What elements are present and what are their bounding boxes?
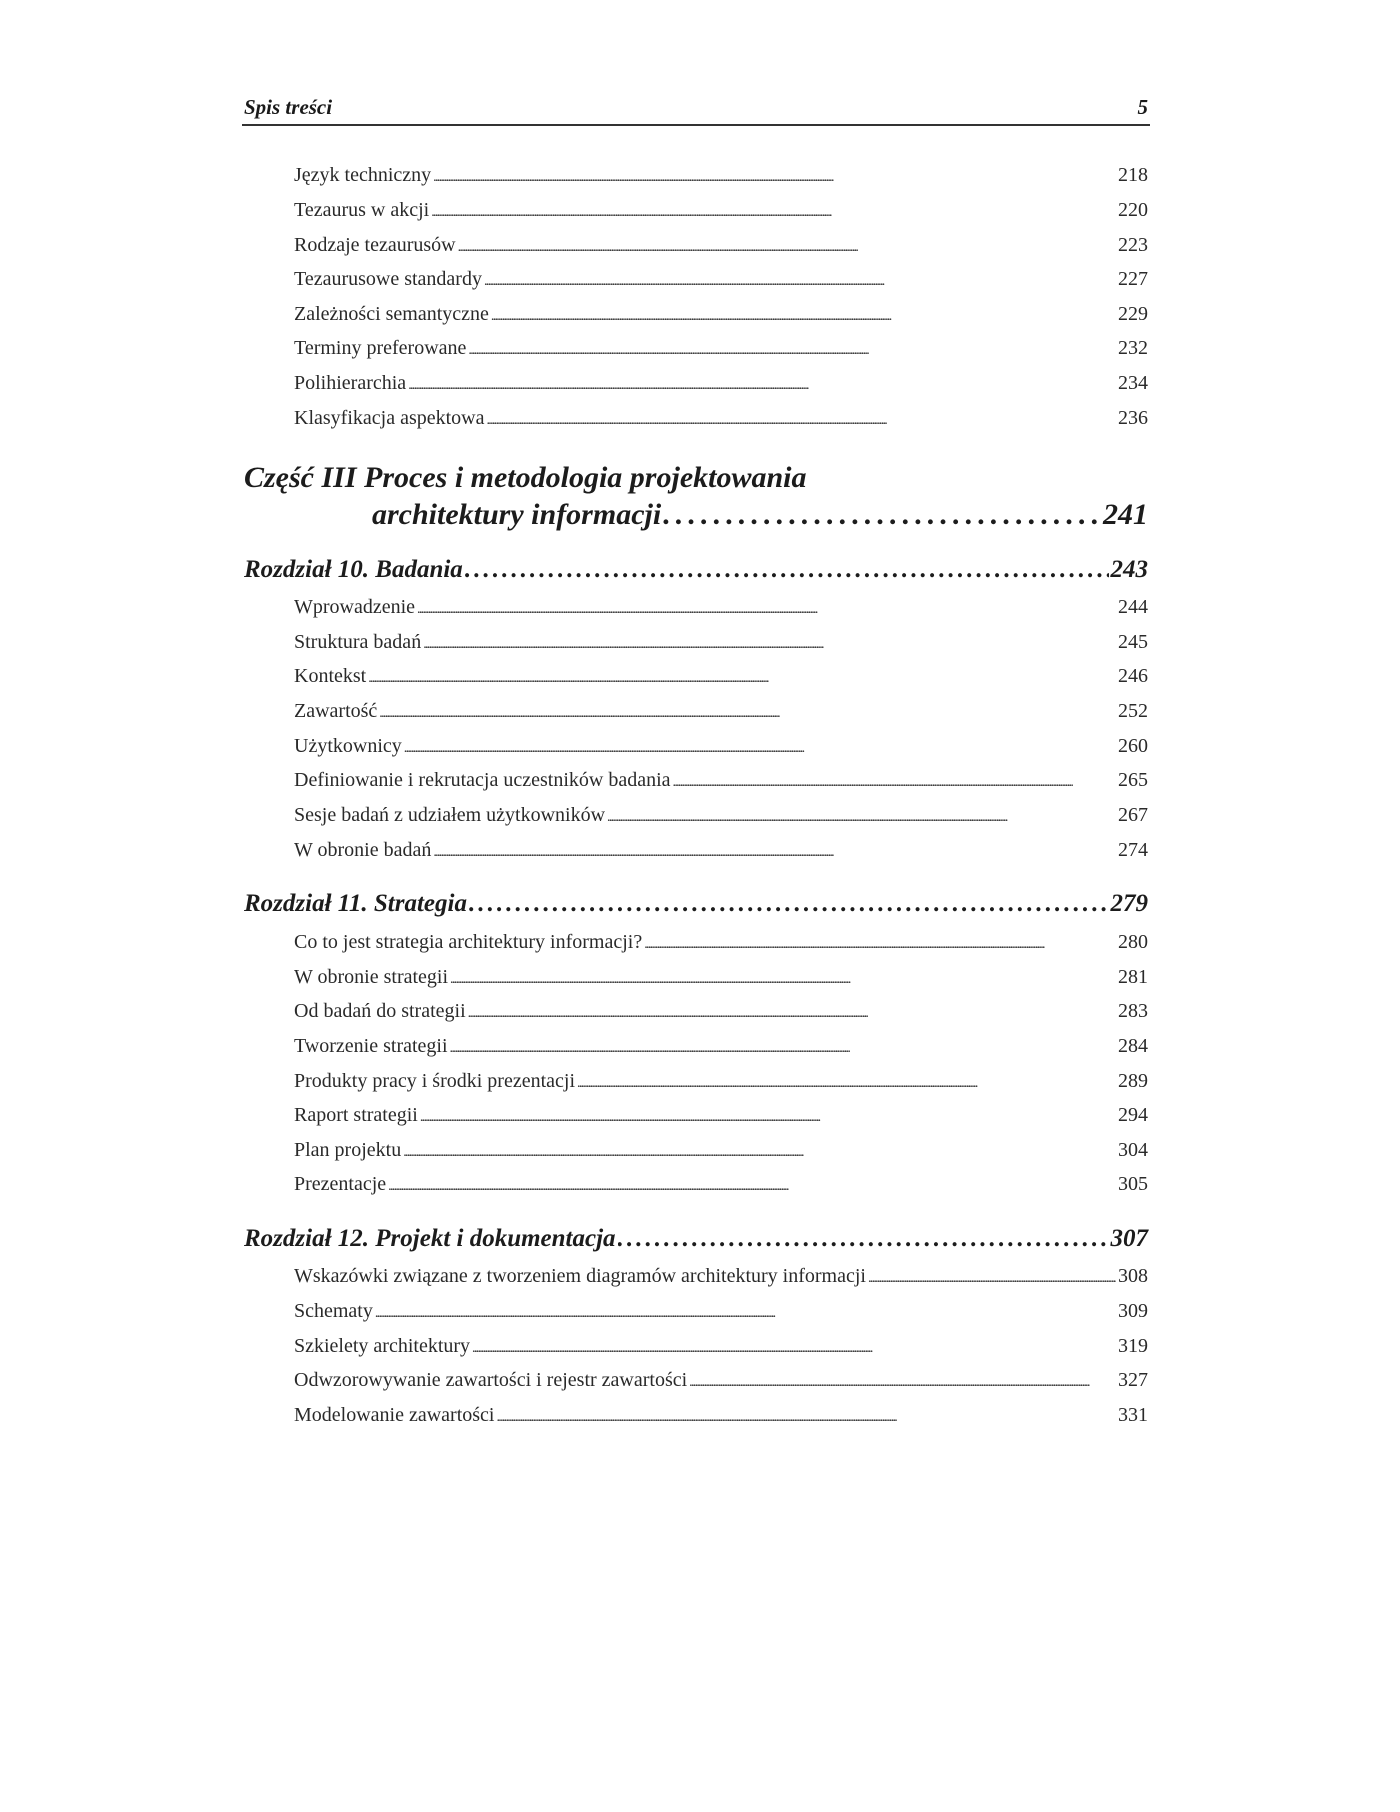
toc-entry[interactable] xyxy=(294,837,1148,866)
dot-leader xyxy=(404,733,1116,762)
toc-entry-label: Zawartość xyxy=(294,700,378,722)
chapter-page: 279 xyxy=(1110,890,1148,917)
toc-entry-label: Schematy xyxy=(294,1300,373,1322)
dot-leader xyxy=(403,1137,1116,1166)
toc-entry-page: 227 xyxy=(1118,268,1148,290)
dot-leader xyxy=(375,1298,1116,1327)
toc-entry-label: Szkielety architektury xyxy=(294,1335,471,1357)
toc-entry-page: 252 xyxy=(1118,700,1148,722)
dot-leader xyxy=(468,335,1116,364)
toc-entry[interactable] xyxy=(294,1137,1148,1166)
toc-entry-page: 260 xyxy=(1118,735,1148,757)
dot-leader xyxy=(689,1367,1116,1396)
toc-entry-label: Produkty pracy i środki prezentacji xyxy=(294,1070,576,1092)
dot-leader xyxy=(618,1224,1109,1254)
toc-entry-page: 281 xyxy=(1118,966,1148,988)
toc-entry[interactable] xyxy=(294,733,1148,762)
chapter-page: 307 xyxy=(1110,1225,1148,1252)
running-header-title: Spis treści xyxy=(244,95,333,119)
dot-leader xyxy=(408,370,1116,399)
toc-entry-label: Sesje badań z udziałem użytkowników xyxy=(294,804,606,826)
toc-entry[interactable] xyxy=(294,802,1148,831)
toc-entry-page: 218 xyxy=(1118,164,1148,186)
dot-leader xyxy=(388,1171,1116,1200)
toc-entry-page: 267 xyxy=(1118,804,1148,826)
toc-entry-page: 283 xyxy=(1118,1000,1148,1022)
toc-entry-page: 308 xyxy=(1118,1265,1148,1287)
toc-entry[interactable] xyxy=(294,301,1148,330)
toc-entry[interactable] xyxy=(294,1333,1148,1362)
toc-entry[interactable] xyxy=(294,1298,1148,1327)
part-heading-label: architektury informacji xyxy=(372,498,662,531)
dot-leader xyxy=(465,555,1109,585)
toc-entry-label: Raport strategii xyxy=(294,1104,418,1126)
toc-entry-label: Zależności semantyczne xyxy=(294,303,489,325)
toc-entry-label: Plan projektu xyxy=(294,1139,402,1161)
toc-entry[interactable] xyxy=(294,1402,1148,1431)
toc-entry-page: 223 xyxy=(1118,234,1148,256)
toc-entry-label: Tezaurus w akcji xyxy=(294,199,430,221)
toc-entry[interactable] xyxy=(294,1102,1148,1131)
chapter-title: Rozdział 12. Projekt i dokumentacja xyxy=(244,1225,616,1252)
toc-entry-page: 245 xyxy=(1118,631,1148,653)
toc-entry[interactable] xyxy=(294,767,1148,796)
toc-entry[interactable] xyxy=(294,197,1148,226)
dot-leader xyxy=(496,1402,1116,1431)
toc-entry[interactable] xyxy=(294,929,1148,958)
dot-leader xyxy=(486,405,1116,434)
dot-leader xyxy=(450,1033,1116,1062)
dot-leader xyxy=(379,698,1116,727)
toc-entry-label: Terminy preferowane xyxy=(294,337,467,359)
dot-leader xyxy=(673,767,1116,796)
toc-entry-page: 331 xyxy=(1118,1404,1148,1426)
toc-entry-page: 234 xyxy=(1118,372,1148,394)
toc-entry-page: 265 xyxy=(1118,769,1148,791)
chapter-page: 243 xyxy=(1110,556,1148,583)
dot-leader xyxy=(420,1102,1116,1131)
toc-entry-page: 229 xyxy=(1118,303,1148,325)
toc-entry[interactable] xyxy=(294,266,1148,295)
toc-entry[interactable] xyxy=(294,594,1148,623)
toc-entry[interactable] xyxy=(294,1263,1148,1292)
toc-entry-label: Modelowanie zawartości xyxy=(294,1404,495,1426)
toc-entry-page: 236 xyxy=(1118,407,1148,429)
toc-entry[interactable] xyxy=(294,162,1148,191)
dot-leader xyxy=(607,802,1116,831)
toc-entry-page: 304 xyxy=(1118,1139,1148,1161)
toc-entry-label: Od badań do strategii xyxy=(294,1000,466,1022)
toc-entry-page: 246 xyxy=(1118,665,1148,687)
toc-entry-page: 327 xyxy=(1118,1369,1148,1391)
toc-entry-label: Definiowanie i rekrutacja uczestników badania xyxy=(294,769,671,791)
toc-entry[interactable] xyxy=(294,1068,1148,1097)
toc-entry-page: 274 xyxy=(1118,839,1148,861)
toc-entry[interactable] xyxy=(294,698,1148,727)
dot-leader xyxy=(468,998,1116,1027)
toc-entry[interactable] xyxy=(294,335,1148,364)
toc-entry-page: 289 xyxy=(1118,1070,1148,1092)
running-header-page-number: 5 xyxy=(1137,95,1148,119)
toc-entry-page: 280 xyxy=(1118,931,1148,953)
toc-entry[interactable] xyxy=(294,1171,1148,1200)
toc-entry-page: 319 xyxy=(1118,1335,1148,1357)
toc-entry-label: Prezentacje xyxy=(294,1173,387,1195)
toc-entry[interactable] xyxy=(294,663,1148,692)
toc-entry-page: 309 xyxy=(1118,1300,1148,1322)
chapter-heading[interactable] xyxy=(244,1224,1148,1254)
dot-leader xyxy=(663,497,1101,533)
toc-entry[interactable] xyxy=(294,405,1148,434)
part-heading-line1[interactable]: Część III Proces i metodologia projektowania xyxy=(244,461,807,494)
chapter-title: Rozdział 10. Badania xyxy=(244,556,463,583)
toc-entry-label: Struktura badań xyxy=(294,631,422,653)
chapter-heading[interactable] xyxy=(244,889,1148,919)
dot-leader xyxy=(469,889,1109,919)
dot-leader xyxy=(472,1333,1116,1362)
toc-entry[interactable] xyxy=(294,370,1148,399)
dot-leader xyxy=(417,594,1116,623)
chapter-heading[interactable] xyxy=(244,555,1148,585)
toc-entry[interactable] xyxy=(294,232,1148,261)
toc-entry[interactable] xyxy=(294,964,1148,993)
toc-entry-label: Co to jest strategia architektury informacji? xyxy=(294,931,643,953)
part-heading-line2[interactable] xyxy=(372,497,1148,533)
toc-entry-label: Tezaurusowe standardy xyxy=(294,268,482,290)
dot-leader xyxy=(868,1263,1116,1292)
toc-entry-label: Użytkownicy xyxy=(294,735,402,757)
toc-entry-label: Tworzenie strategii xyxy=(294,1035,448,1057)
toc-entry-page: 305 xyxy=(1118,1173,1148,1195)
dot-leader xyxy=(423,629,1116,658)
toc-entry-label: W obronie badań xyxy=(294,839,432,861)
dot-leader xyxy=(450,964,1116,993)
toc-entry-label: Język techniczny xyxy=(294,164,432,186)
dot-leader xyxy=(644,929,1116,958)
toc-entry-label: Wskazówki związane z tworzeniem diagramów architektury informacji xyxy=(294,1265,866,1287)
dot-leader xyxy=(577,1068,1116,1097)
toc-entry-label: Odwzorowywanie zawartości i rejestr zawartości xyxy=(294,1369,688,1391)
toc-entry[interactable] xyxy=(294,1367,1148,1396)
part-heading-page: 241 xyxy=(1103,498,1148,531)
dot-leader xyxy=(491,301,1116,330)
chapter-title: Rozdział 11. Strategia xyxy=(244,890,467,917)
toc-entry-label: Polihierarchia xyxy=(294,372,407,394)
dot-leader xyxy=(484,266,1116,295)
toc-entry-page: 244 xyxy=(1118,596,1148,618)
toc-entry-label: Klasyfikacja aspektowa xyxy=(294,407,485,429)
dot-leader xyxy=(458,232,1116,261)
toc-entry[interactable] xyxy=(294,998,1148,1027)
toc-entry-page: 232 xyxy=(1118,337,1148,359)
toc-entry-page: 284 xyxy=(1118,1035,1148,1057)
dot-leader xyxy=(433,162,1116,191)
dot-leader xyxy=(368,663,1116,692)
toc-entry-page: 294 xyxy=(1118,1104,1148,1126)
dot-leader xyxy=(431,197,1116,226)
toc-entry-label: W obronie strategii xyxy=(294,966,449,988)
toc-entry-label: Kontekst xyxy=(294,665,367,687)
toc-entry[interactable] xyxy=(294,1033,1148,1062)
toc-entry[interactable] xyxy=(294,629,1148,658)
toc-entry-label: Wprowadzenie xyxy=(294,596,416,618)
toc-entry-label: Rodzaje tezaurusów xyxy=(294,234,456,256)
toc-entry-page: 220 xyxy=(1118,199,1148,221)
dot-leader xyxy=(433,837,1116,866)
